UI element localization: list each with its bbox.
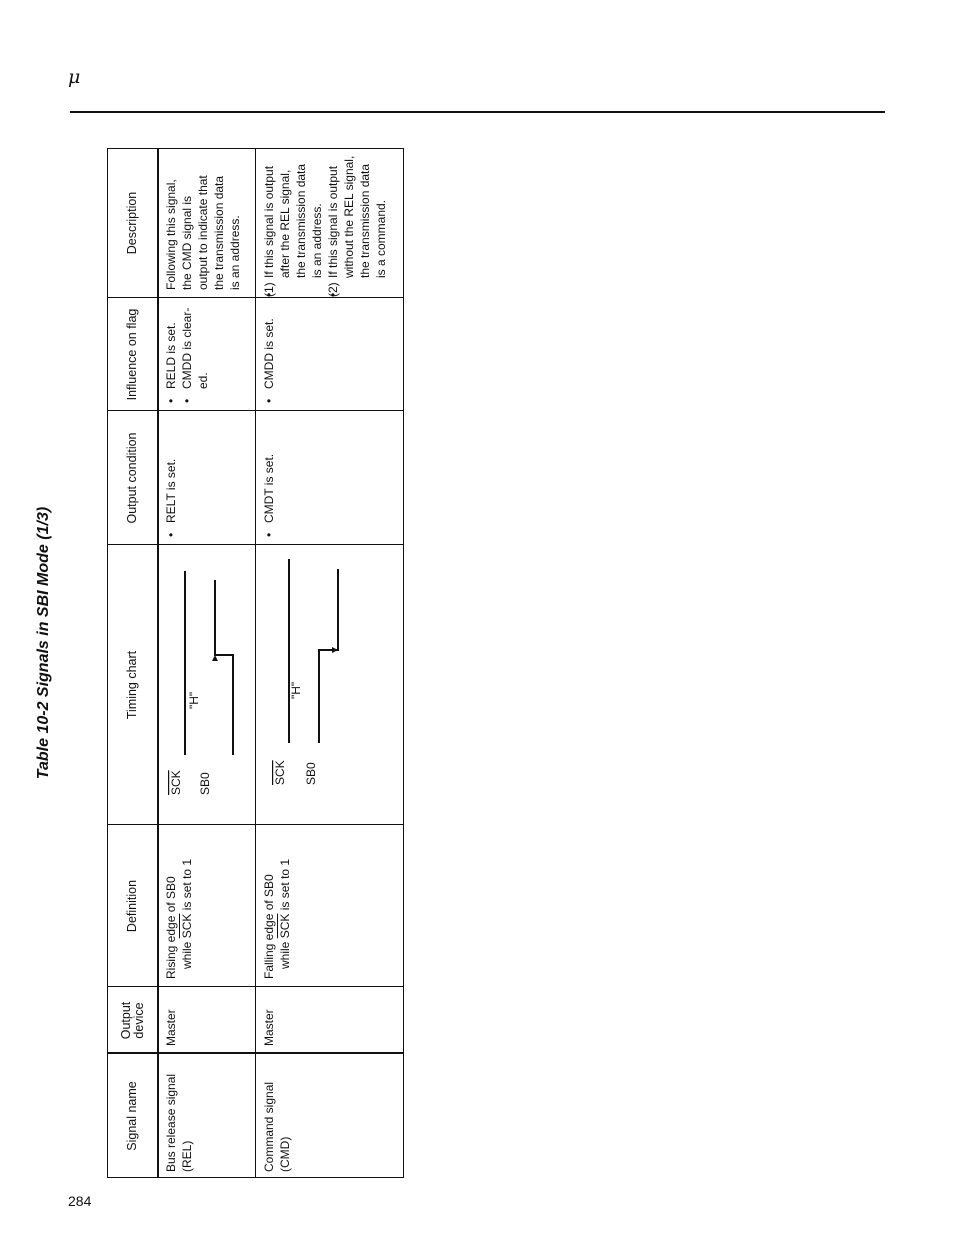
row-cmd-output-condition: • CMDT is set. [261, 413, 277, 537]
header-timing-chart: Timing chart [125, 650, 139, 720]
header-description: Description [125, 191, 139, 255]
row-rel-output-condition: • RELT is set. [163, 413, 179, 537]
flag-item: • CMDD is clear- ed. [179, 300, 211, 403]
row-rel-description: Following this signal, the CMD signal is output to indicate that the transmission data is an address. [164, 175, 242, 290]
row-rel-output-device: Master [164, 1009, 178, 1046]
header-influence-on-flag: Influence on flag [125, 308, 139, 401]
row-rel-timing-chart [158, 545, 255, 825]
sb0-waveform [215, 580, 233, 755]
row-cmd-influence [261, 300, 277, 403]
sck-signal-label: SCK [169, 770, 183, 795]
mu-symbol: μ [68, 66, 81, 88]
description-item: • (1) If this signal is output after the REL signal, the transmission data is an address. [261, 150, 325, 297]
header-output-condition: Output condition [125, 432, 139, 524]
sb0-signal-label: SB0 [198, 772, 212, 795]
flag-item: • RELD is set. [163, 300, 179, 403]
sck-signal-label: SCK [273, 760, 287, 785]
header-rule [70, 111, 885, 113]
row-rel-signal-name: Bus release signal (REL) [164, 1073, 194, 1172]
header-signal-name: Signal name [125, 1081, 139, 1151]
row-cmd-description [261, 150, 389, 297]
flag-item: • CMDD is set. [261, 300, 277, 403]
header-definition: Definition [125, 879, 139, 933]
page-number: 284 [68, 1193, 92, 1209]
row-cmd-definition: Falling edge of SB0 while $\overline{SCK}$ is set to 1 [262, 858, 292, 979]
header-output-device: Output device [118, 1001, 146, 1040]
row-cmd-output-device: Master [262, 1009, 276, 1046]
row-rel-influence [163, 300, 211, 403]
description-item: • (2) If this signal is output without the REL signal, the transmission data is a command. [325, 150, 389, 297]
row-cmd-signal-name: Command signal (CMD) [262, 1081, 292, 1172]
row-cmd-timing-chart [256, 545, 404, 825]
rotated-table-block [35, 148, 404, 1178]
high-level-label: "H" [187, 691, 201, 709]
sb0-waveform [319, 569, 338, 743]
row-rel-definition: Rising edge of SB0 while $\overline{SCK}$ is set to 1 [164, 858, 194, 979]
signals-table [107, 148, 404, 1178]
sb0-signal-label: SB0 [304, 762, 318, 785]
high-level-label: "H" [289, 681, 303, 699]
table-caption: Table 10-2 Signals in SBI Mode (1/3) [35, 506, 52, 780]
